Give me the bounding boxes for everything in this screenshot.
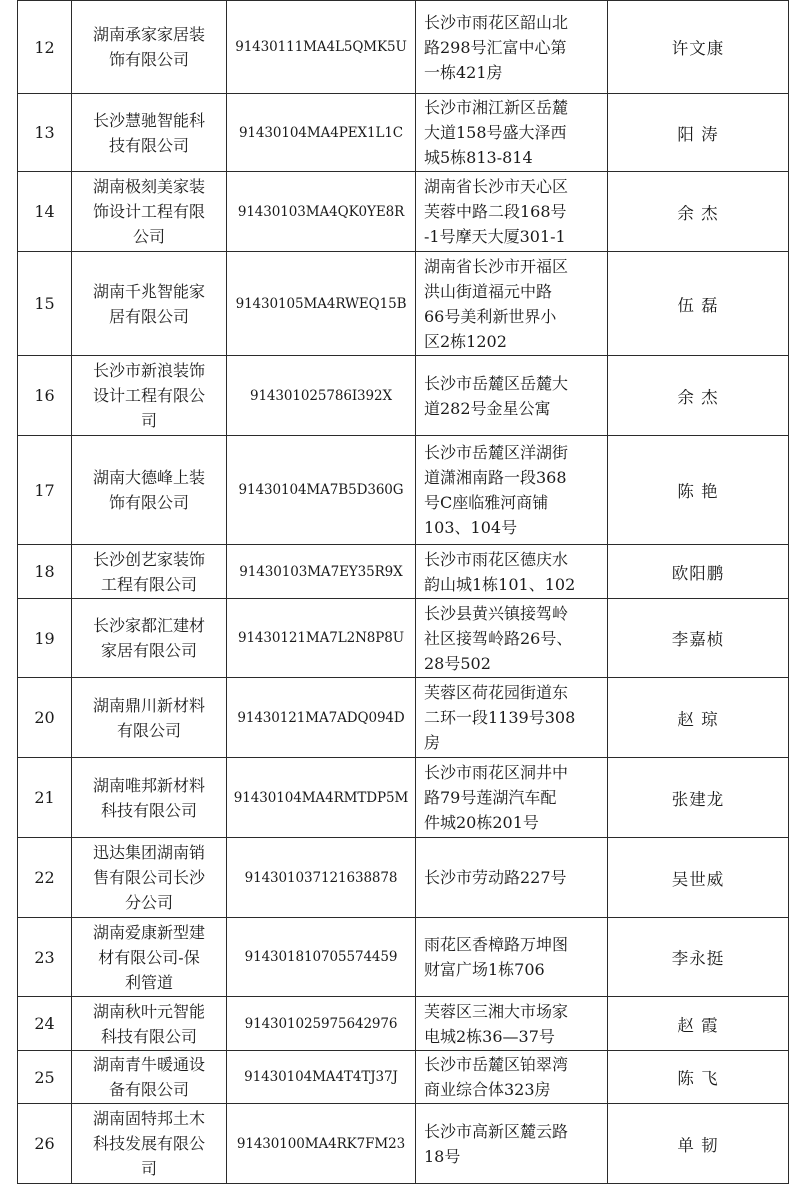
row-number: 15	[18, 252, 72, 356]
row-number: 14	[18, 172, 72, 252]
company-name: 迅达集团湖南销 售有限公司长沙 分公司	[72, 838, 227, 918]
company-name: 长沙家都汇建材 家居有限公司	[72, 599, 227, 678]
company-name: 长沙慧驰智能科 技有限公司	[72, 94, 227, 172]
company-name: 湖南鼎川新材料 有限公司	[72, 678, 227, 758]
address: 长沙市湘江新区岳麓 大道158号盛大泽西 城5栋813-814	[416, 94, 608, 172]
company-name: 长沙创艺家装饰 工程有限公司	[72, 545, 227, 599]
address: 长沙市岳麓区岳麓大 道282号金星公寓	[416, 356, 608, 436]
company-name: 湖南承家家居装 饰有限公司	[72, 1, 227, 94]
table-row	[18, 1104, 789, 1184]
address: 长沙市雨花区韶山北 路298号汇富中心第 一栋421房	[416, 1, 608, 94]
legal-person: 李永挺	[608, 918, 789, 997]
company-name: 湖南千兆智能家 居有限公司	[72, 252, 227, 356]
legal-person: 张建龙	[608, 758, 789, 838]
address: 雨花区香樟路万坤图 财富广场1栋706	[416, 918, 608, 997]
company-name: 湖南爱康新型建 材有限公司-保 利管道	[72, 918, 227, 997]
table-row	[18, 172, 789, 252]
company-name: 湖南极刻美家装 饰设计工程有限 公司	[72, 172, 227, 252]
address: 长沙市岳麓区铂翠湾 商业综合体323房	[416, 1051, 608, 1104]
address: 长沙市雨花区洞井中 路79号莲湖汽车配 件城20栋201号	[416, 758, 608, 838]
address: 芙蓉区荷花园街道东 二环一段1139号308 房	[416, 678, 608, 758]
legal-person: 陈 飞	[608, 1051, 789, 1104]
credit-code: 914301037121638878	[227, 838, 416, 918]
address: 湖南省长沙市天心区 芙蓉中路二段168号 -1号摩天大厦301-1	[416, 172, 608, 252]
row-number: 21	[18, 758, 72, 838]
credit-code: 91430100MA4RK7FM23	[227, 1104, 416, 1184]
credit-code: 914301810705574459	[227, 918, 416, 997]
table-row	[18, 436, 789, 545]
legal-person: 欧阳鹏	[608, 545, 789, 599]
address: 长沙市高新区麓云路 18号	[416, 1104, 608, 1184]
credit-code: 91430104MA4RMTDP5M	[227, 758, 416, 838]
credit-code: 91430103MA4QK0YE8R	[227, 172, 416, 252]
company-name: 湖南秋叶元智能 科技有限公司	[72, 997, 227, 1051]
credit-code: 91430104MA7B5D360G	[227, 436, 416, 545]
table-row	[18, 918, 789, 997]
company-name: 湖南青牛暖通设 备有限公司	[72, 1051, 227, 1104]
credit-code: 91430104MA4T4TJ37J	[227, 1051, 416, 1104]
table-row	[18, 1051, 789, 1104]
enterprise-list-page	[17, 0, 788, 1184]
address: 湖南省长沙市开福区 洪山街道福元中路 66号美利新世界小 区2栋1202	[416, 252, 608, 356]
table-row	[18, 252, 789, 356]
table-row	[18, 1, 789, 94]
legal-person: 阳 涛	[608, 94, 789, 172]
enterprise-table-body	[18, 1, 789, 1184]
credit-code: 914301025975642976	[227, 997, 416, 1051]
row-number: 24	[18, 997, 72, 1051]
row-number: 13	[18, 94, 72, 172]
table-row	[18, 838, 789, 918]
legal-person: 伍 磊	[608, 252, 789, 356]
row-number: 23	[18, 918, 72, 997]
row-number: 20	[18, 678, 72, 758]
table-row	[18, 599, 789, 678]
legal-person: 吴世威	[608, 838, 789, 918]
row-number: 16	[18, 356, 72, 436]
credit-code: 91430121MA7ADQ094D	[227, 678, 416, 758]
row-number: 19	[18, 599, 72, 678]
table-row	[18, 94, 789, 172]
company-name: 湖南大德峰上装 饰有限公司	[72, 436, 227, 545]
legal-person: 许文康	[608, 1, 789, 94]
credit-code: 91430104MA4PEX1L1C	[227, 94, 416, 172]
address: 长沙市岳麓区洋湖街 道潇湘南路一段368 号C座临雅河商铺 103、104号	[416, 436, 608, 545]
legal-person: 李嘉桢	[608, 599, 789, 678]
row-number: 25	[18, 1051, 72, 1104]
company-name: 长沙市新浪装饰 设计工程有限公 司	[72, 356, 227, 436]
credit-code: 91430103MA7EY35R9X	[227, 545, 416, 599]
address: 芙蓉区三湘大市场家 电城2栋36—37号	[416, 997, 608, 1051]
credit-code: 91430111MA4L5QMK5U	[227, 1, 416, 94]
table-row	[18, 356, 789, 436]
legal-person: 单 韧	[608, 1104, 789, 1184]
table-row	[18, 678, 789, 758]
enterprise-table	[17, 0, 789, 1184]
credit-code: 91430121MA7L2N8P8U	[227, 599, 416, 678]
legal-person: 陈 艳	[608, 436, 789, 545]
row-number: 17	[18, 436, 72, 545]
row-number: 26	[18, 1104, 72, 1184]
table-row	[18, 545, 789, 599]
legal-person: 余 杰	[608, 356, 789, 436]
company-name: 湖南固特邦土木 科技发展有限公 司	[72, 1104, 227, 1184]
row-number: 12	[18, 1, 72, 94]
table-row	[18, 758, 789, 838]
address: 长沙市劳动路227号	[416, 838, 608, 918]
legal-person: 赵 霞	[608, 997, 789, 1051]
row-number: 22	[18, 838, 72, 918]
legal-person: 余 杰	[608, 172, 789, 252]
address: 长沙市雨花区德庆水 韵山城1栋101、102	[416, 545, 608, 599]
credit-code: 914301025786I392X	[227, 356, 416, 436]
company-name: 湖南唯邦新材料 科技有限公司	[72, 758, 227, 838]
table-row	[18, 997, 789, 1051]
row-number: 18	[18, 545, 72, 599]
address: 长沙县黄兴镇接驾岭 社区接驾岭路26号、 28号502	[416, 599, 608, 678]
legal-person: 赵 琼	[608, 678, 789, 758]
credit-code: 91430105MA4RWEQ15B	[227, 252, 416, 356]
